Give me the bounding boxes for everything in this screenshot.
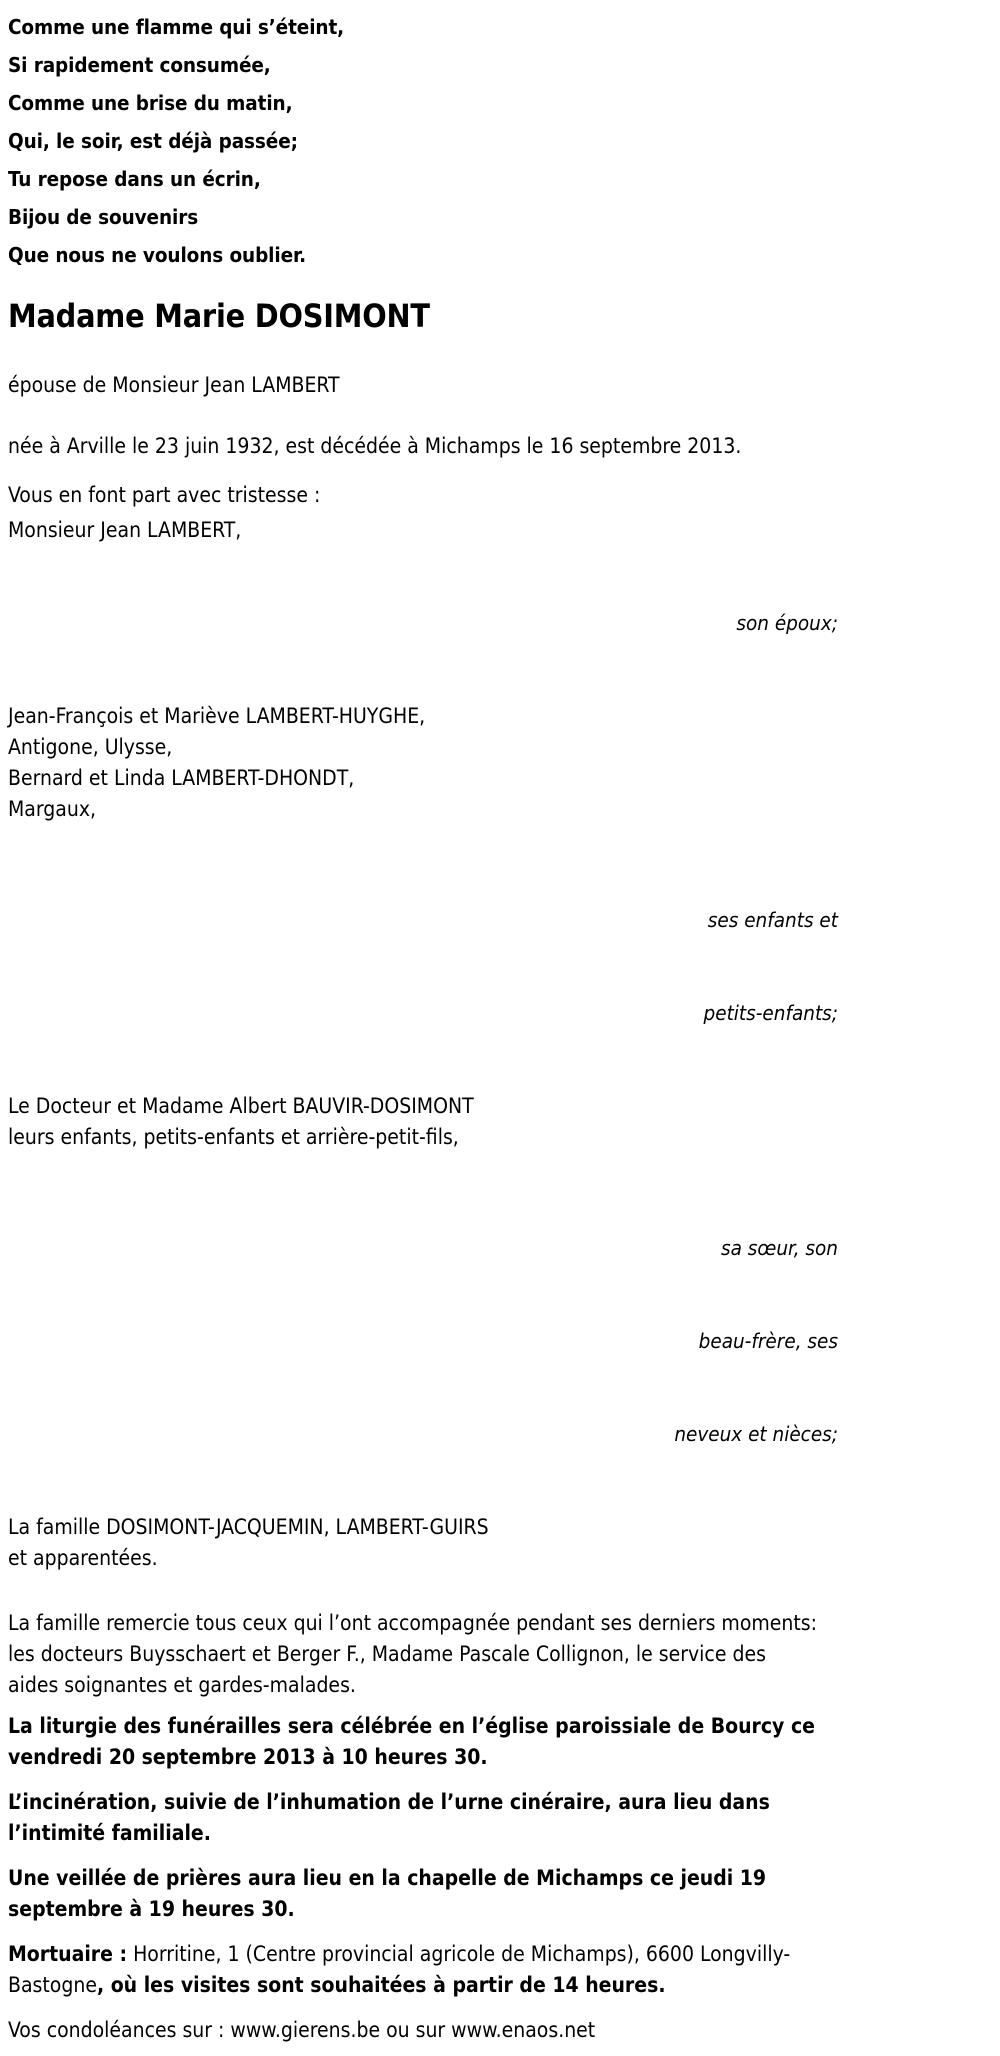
- relation-label: [8, 843, 838, 1091]
- poem-line: Tu repose dans un écrin,: [8, 167, 261, 191]
- family-group: [8, 1091, 838, 1512]
- family-names: [8, 701, 838, 825]
- family-group: [8, 515, 838, 701]
- family-name-line: La famille DOSIMONT-JACQUEMIN, LAMBERT-GUIRS: [8, 1515, 489, 1539]
- mortuary-visits: , où les visites sont souhaitées à partir de 14 heures.: [96, 1973, 666, 1997]
- poem-line: Que nous ne voulons oublier.: [8, 243, 307, 267]
- mortuary-label: Mortuaire :: [8, 1942, 128, 1966]
- family-name-line: Antigone, Ulysse,: [8, 735, 173, 759]
- family-name-line: Monsieur Jean LAMBERT,: [8, 518, 242, 542]
- spacer: [8, 1574, 838, 1608]
- mortuary-info: [8, 1939, 838, 2001]
- family-names: [8, 515, 838, 546]
- relation-line: neveux et nièces;: [674, 1422, 838, 1446]
- family-name-line: Bernard et Linda LAMBERT-DHONDT,: [8, 766, 355, 790]
- poem-block: [8, 8, 838, 274]
- family-name-line: et apparentées.: [8, 1546, 158, 1570]
- vigil-notice: Une veillée de prières aura lieu en la chapelle de Michamps ce jeudi 19 septembre à 19 heures 30.: [8, 1866, 773, 1921]
- spacer: [8, 1153, 838, 1171]
- relation-label: [8, 1171, 838, 1512]
- family-names: [8, 1512, 838, 1574]
- family-group: [8, 701, 838, 1091]
- mortuary-address: Horritine, 1 (Centre provincial agricole de Michamps), 6600 Longvilly-Bastogne: [8, 1942, 791, 1997]
- deceased-name: Madame Marie DOSIMONT: [8, 297, 430, 335]
- poem-line: Bijou de souvenirs: [8, 205, 199, 229]
- poem-line: Comme une brise du matin,: [8, 91, 293, 115]
- poem-line: Si rapidement consumée,: [8, 53, 271, 77]
- announcement-intro: Vous en font part avec tristesse :: [8, 483, 321, 507]
- family-name-line: Le Docteur et Madame Albert BAUVIR-DOSIMONT: [8, 1094, 474, 1118]
- relation-line: ses enfants et: [707, 908, 838, 932]
- relation-line: sa sœur, son: [720, 1236, 838, 1260]
- poem-line: Comme une flamme qui s’éteint,: [8, 15, 345, 39]
- relation-line: beau-frère, ses: [698, 1329, 838, 1353]
- family-names: [8, 1091, 838, 1153]
- family-name-line: Jean-François et Mariève LAMBERT-HUYGHE,: [8, 704, 426, 728]
- thanks-paragraph: La famille remercie tous ceux qui l’ont accompagnée pendant ses derniers moments: les docteurs Buysschaert et Berger F., Madame Pascale Collignon, le service des aides soignantes et gardes-malades.: [8, 1611, 824, 1697]
- relation-line: petits-enfants;: [703, 1001, 838, 1025]
- poem-line: Qui, le soir, est déjà passée;: [8, 129, 298, 153]
- birth-death-text: née à Arville le 23 juin 1932, est décédée à Michamps le 16 septembre 2013.: [8, 434, 742, 458]
- cremation-notice: L’incinération, suivie de l’inhumation de l’urne cinéraire, aura lieu dans l’intimité familiale.: [8, 1790, 777, 1845]
- family-name-line: leurs enfants, petits-enfants et arrière-petit-fils,: [8, 1125, 459, 1149]
- condolences-line: Vos condoléances sur : www.gierens.be ou sur www.enaos.net: [8, 2018, 596, 2042]
- relation-line: son époux;: [736, 611, 838, 635]
- family-group: [8, 1512, 838, 1574]
- relation-label: [8, 546, 838, 701]
- liturgy-notice: La liturgie des funérailles sera célébrée en l’église paroissiale de Bourcy ce vendredi 20 septembre 2013 à 10 heures 30.: [8, 1714, 822, 1769]
- spouse-of-text: épouse de Monsieur Jean LAMBERT: [8, 373, 340, 397]
- family-name-line: Margaux,: [8, 797, 96, 821]
- spacer: [8, 825, 838, 843]
